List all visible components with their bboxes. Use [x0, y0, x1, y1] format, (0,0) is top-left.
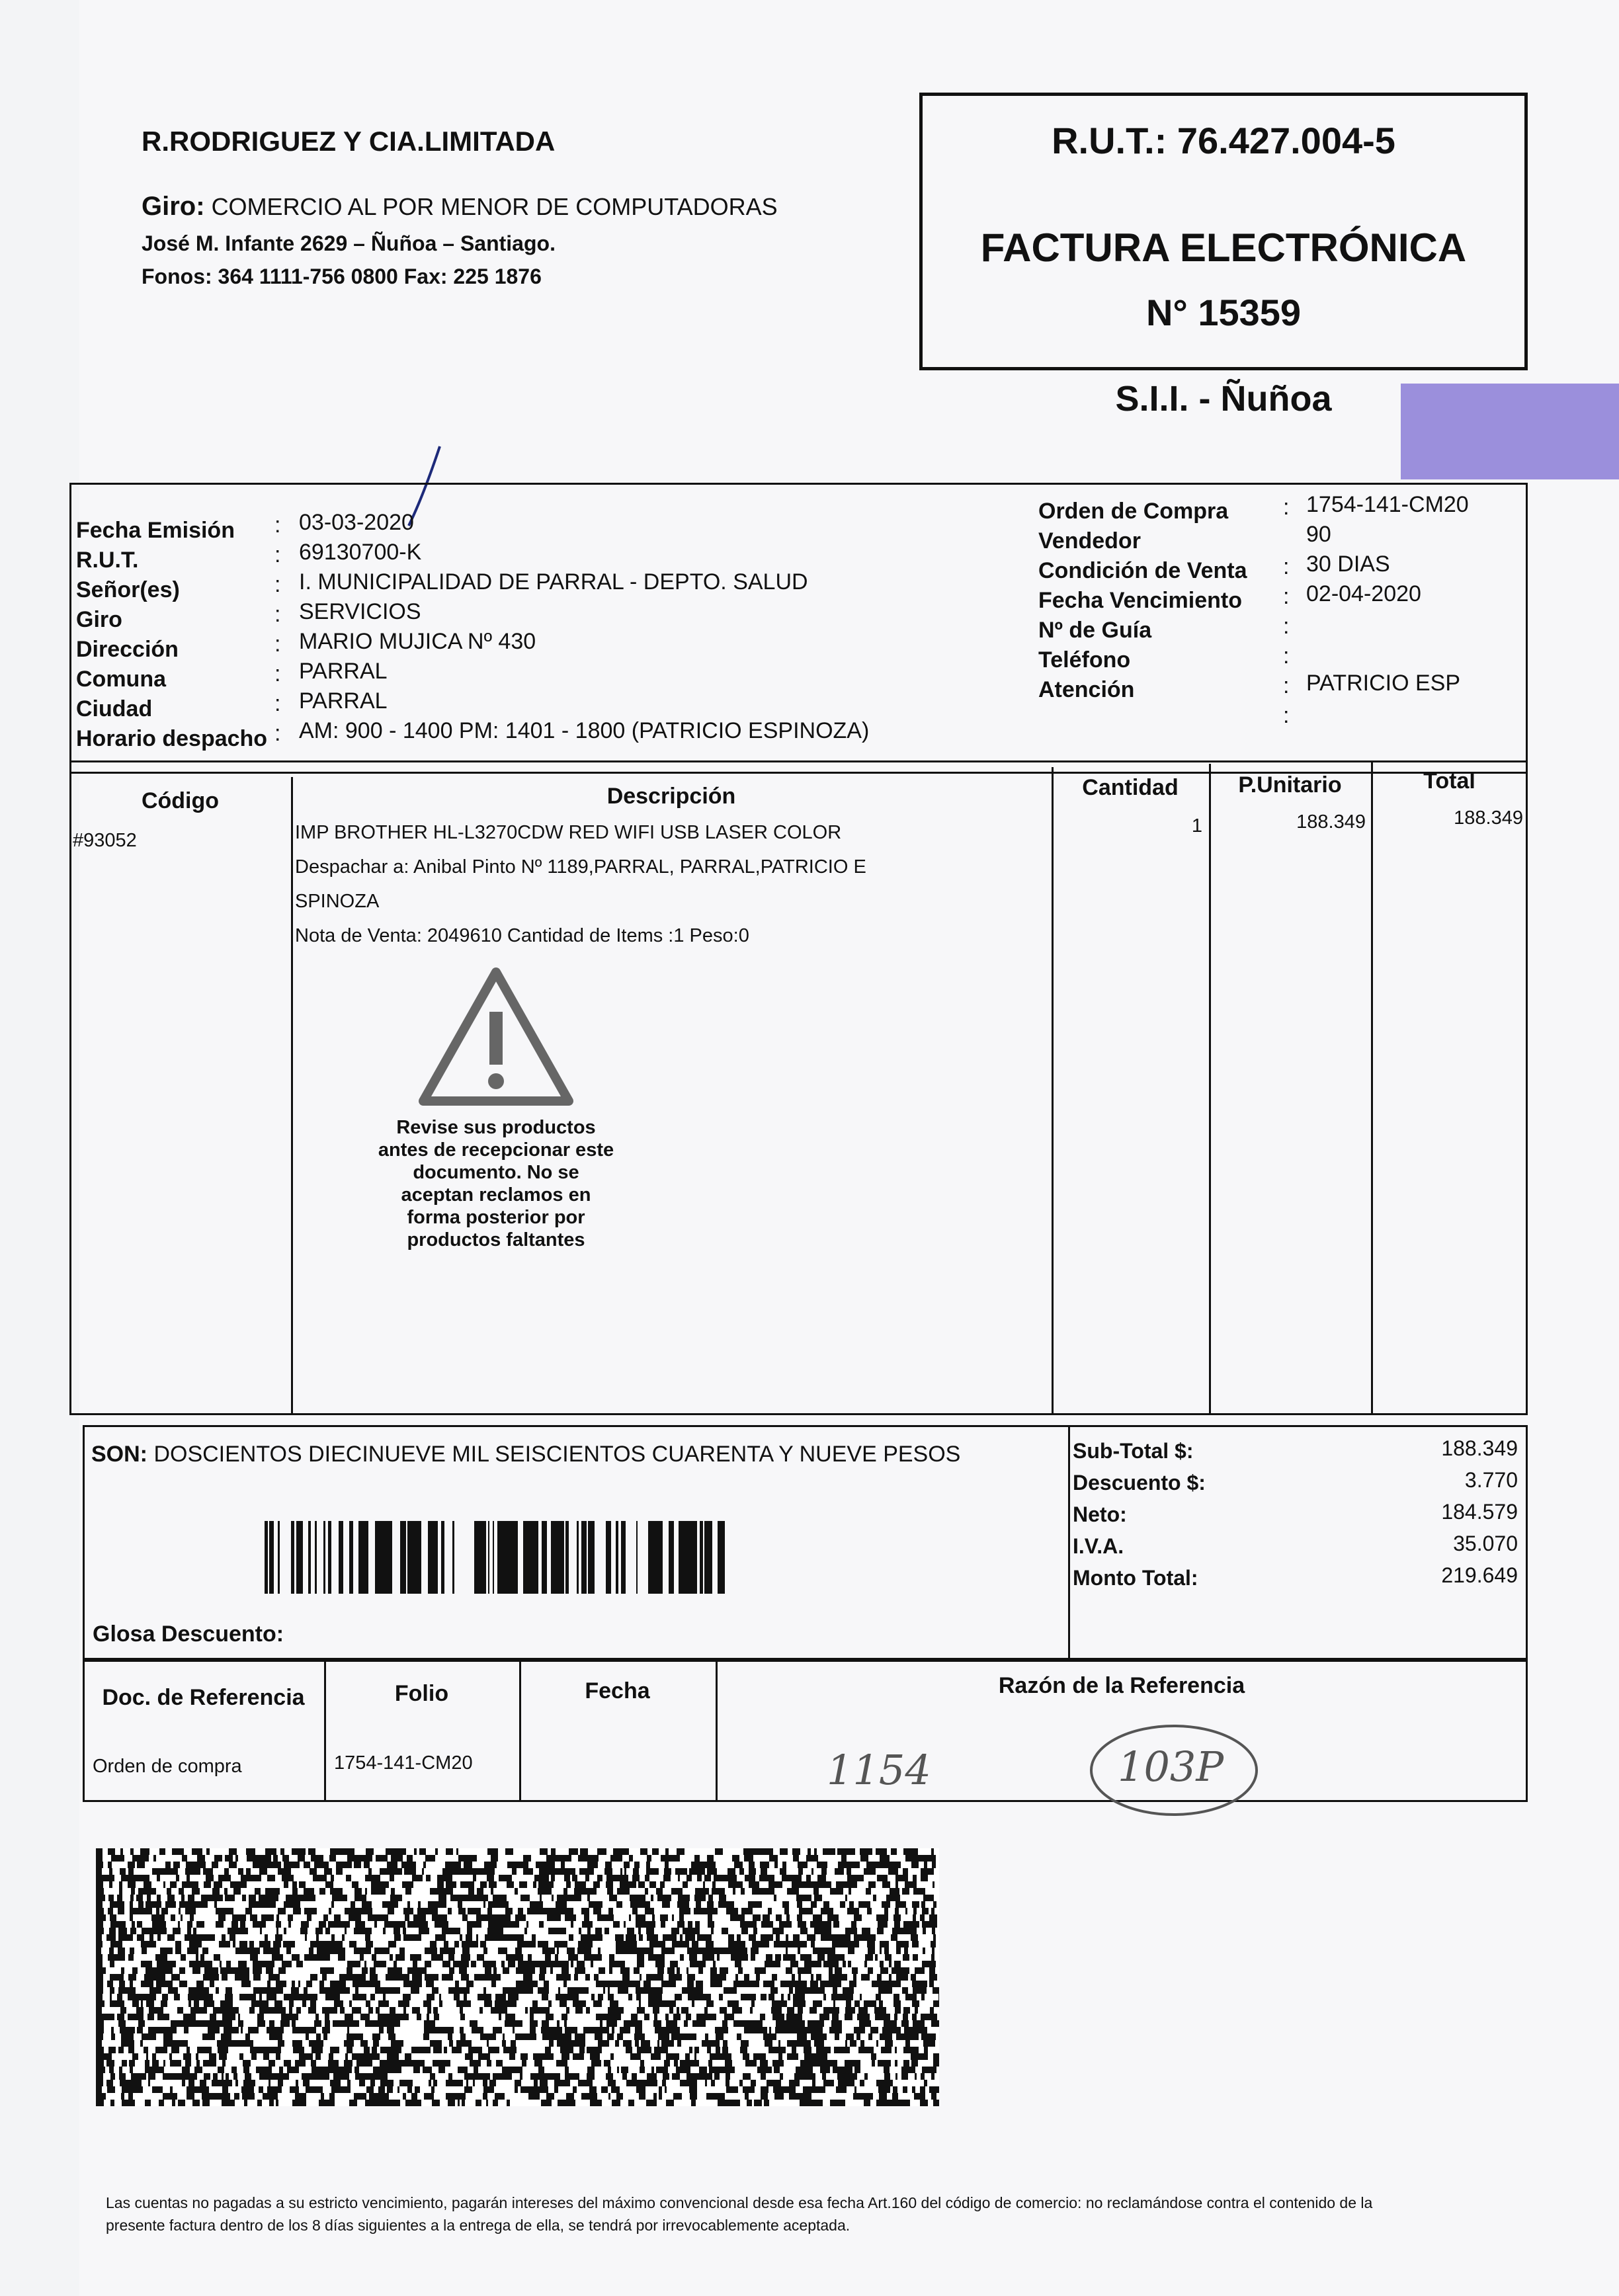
- item-code: #93052: [73, 830, 137, 851]
- warning-line: aceptan reclamos en: [401, 1184, 591, 1206]
- footer-terms-line1: Las cuentas no pagadas a su estricto vencimiento, pagarán intereses del máximo convencional desde esa fecha Art.160 del código de comercio: no reclamándose contra el contenido de la: [106, 2194, 1373, 2211]
- ref-header-doc: Doc. de Referencia: [102, 1685, 305, 1710]
- header-code: Código: [141, 788, 220, 813]
- item-description-extra-3: Nota de Venta: 2049610 Cantidad de Items :1 Peso:0: [295, 925, 749, 946]
- order-field-label: Teléfono: [1038, 647, 1131, 673]
- pdf417-barcode: [96, 1848, 939, 2106]
- client-field-value: PARRAL: [299, 659, 388, 684]
- order-field-separator: :: [1283, 703, 1290, 728]
- order-field-label: Condición de Venta: [1038, 558, 1247, 583]
- handwritten-note-2: 103P: [1118, 1742, 1224, 1791]
- client-field-label: Fecha Emisión: [76, 518, 235, 543]
- order-field-label: Orden de Compra: [1038, 499, 1229, 524]
- giro-label: Giro:: [142, 192, 205, 221]
- order-field-label: Vendedor: [1038, 528, 1141, 554]
- son-text: DOSCIENTOS DIECINUEVE MIL SEISCIENTOS CUARENTA Y NUEVE PESOS: [153, 1442, 961, 1467]
- total-label: Sub-Total $:: [1073, 1439, 1194, 1463]
- document-number: N° 15359: [1145, 292, 1302, 333]
- client-field-separator: :: [274, 721, 281, 746]
- total-value: 3.770: [1464, 1468, 1518, 1492]
- ref-header-razon: Razón de la Referencia: [998, 1673, 1245, 1698]
- total-value: 35.070: [1453, 1532, 1518, 1555]
- client-field-label: Comuna: [76, 667, 166, 692]
- client-field-separator: :: [274, 632, 281, 657]
- handwritten-note-1: 1154: [827, 1746, 931, 1794]
- client-field-label: Señor(es): [76, 577, 180, 602]
- order-field-separator: :: [1283, 643, 1290, 669]
- client-field-value: I. MUNICIPALIDAD DE PARRAL - DEPTO. SALUD: [299, 569, 808, 594]
- item-total: 188.349: [1454, 807, 1523, 829]
- glosa-descuento: Glosa Descuento:: [93, 1621, 284, 1647]
- totals-divider: [1068, 1426, 1070, 1660]
- order-field-value: 30 DIAS: [1306, 552, 1390, 577]
- client-field-value: 03-03-2020: [299, 510, 414, 535]
- client-field-separator: :: [274, 691, 281, 716]
- col-divider: [1371, 762, 1373, 1415]
- header-quantity: Cantidad: [1082, 775, 1179, 800]
- company-address: José M. Infante 2629 – Ñuñoa – Santiago.: [142, 231, 556, 255]
- client-field-label: R.U.T.: [76, 548, 139, 573]
- order-field-separator: :: [1283, 614, 1290, 639]
- order-field-label: Atención: [1038, 677, 1135, 702]
- warning-text: [360, 1116, 632, 1251]
- header-unit-price: P.Unitario: [1238, 772, 1342, 798]
- warning-line: productos faltantes: [407, 1229, 585, 1250]
- col-divider: [291, 777, 293, 1415]
- warning-line: Revise sus productos: [396, 1117, 596, 1138]
- client-field-separator: :: [274, 602, 281, 627]
- sii-office: S.I.I. - Ñuñoa: [1115, 379, 1332, 419]
- item-quantity: 1: [1191, 815, 1202, 837]
- total-value: 188.349: [1441, 1436, 1518, 1460]
- client-field-separator: :: [274, 661, 281, 686]
- giro-value: COMERCIO AL POR MENOR DE COMPUTADORAS: [211, 193, 778, 220]
- ref-doc: Orden de compra: [93, 1756, 242, 1777]
- order-field-value: 90: [1306, 522, 1331, 547]
- client-field-value: 69130700-K: [299, 540, 422, 565]
- order-field-label: Fecha Vencimiento: [1038, 588, 1242, 613]
- company-name: R.RODRIGUEZ Y CIA.LIMITADA: [142, 126, 556, 157]
- son-label: SON:: [91, 1442, 147, 1467]
- col-divider: [1209, 764, 1211, 1415]
- barcode: [265, 1521, 727, 1594]
- order-field-separator: :: [1283, 673, 1290, 698]
- order-field-separator: :: [1283, 584, 1290, 609]
- item-unit-price: 188.349: [1296, 811, 1366, 833]
- item-description: IMP BROTHER HL-L3270CDW RED WIFI USB LASER COLOR: [295, 822, 842, 843]
- header-description: Descripción: [606, 784, 736, 809]
- footer-terms-line2: presente factura dentro de los 8 días siguientes a la entrega de ella, se tendrá por irrevocablemente aceptada.: [106, 2217, 851, 2234]
- total-label: I.V.A.: [1073, 1534, 1124, 1558]
- client-field-label: Giro: [76, 607, 122, 632]
- col-divider: [1052, 767, 1054, 1415]
- amount-in-words: [91, 1442, 960, 1467]
- client-field-value: MARIO MUJICA Nº 430: [299, 629, 536, 654]
- total-value: 219.649: [1441, 1563, 1518, 1587]
- order-field-value: PATRICIO ESP: [1306, 671, 1461, 696]
- warning-line: antes de recepcionar este: [378, 1139, 614, 1161]
- client-field-separator: :: [274, 572, 281, 597]
- warning-line: forma posterior por: [407, 1207, 585, 1228]
- document-type: FACTURA ELECTRÓNICA: [980, 226, 1467, 270]
- order-field-separator: :: [1283, 554, 1290, 579]
- item-description-extra-2: SPINOZA: [295, 891, 380, 912]
- total-label: Descuento $:: [1073, 1471, 1206, 1495]
- client-field-separator: :: [274, 512, 281, 538]
- company-phones: Fonos: 364 1111-756 0800 Fax: 225 1876: [142, 265, 542, 288]
- total-label: Neto:: [1073, 1502, 1127, 1526]
- ref-header-fecha: Fecha: [585, 1678, 650, 1703]
- warning-line: documento. No se: [413, 1162, 579, 1183]
- client-field-separator: :: [274, 542, 281, 567]
- client-field-label: Horario despacho: [76, 726, 268, 751]
- order-field-value: 1754-141-CM20: [1306, 492, 1469, 517]
- company-giro: [142, 192, 778, 222]
- order-field-value: 02-04-2020: [1306, 581, 1421, 606]
- order-field-label: Nº de Guía: [1038, 618, 1152, 643]
- item-description-extra-1: Despachar a: Anibal Pinto Nº 1189,PARRAL, PARRAL,PATRICIO E: [295, 856, 866, 878]
- client-field-label: Dirección: [76, 637, 179, 662]
- client-field-value: PARRAL: [299, 688, 388, 714]
- ref-folio: 1754-141-CM20: [334, 1752, 473, 1774]
- client-field-value: SERVICIOS: [299, 599, 421, 624]
- warning-triangle-icon: [417, 965, 575, 1111]
- document-rut: R.U.T.: 76.427.004-5: [1052, 120, 1395, 161]
- total-label: Monto Total:: [1073, 1566, 1198, 1590]
- client-field-label: Ciudad: [76, 696, 153, 721]
- header-total: Total: [1423, 768, 1475, 794]
- client-field-value: AM: 900 - 1400 PM: 1401 - 1800 (PATRICIO ESPINOZA): [299, 718, 870, 743]
- ref-header-folio: Folio: [394, 1681, 449, 1706]
- order-field-separator: :: [1283, 495, 1290, 520]
- total-value: 184.579: [1441, 1500, 1518, 1524]
